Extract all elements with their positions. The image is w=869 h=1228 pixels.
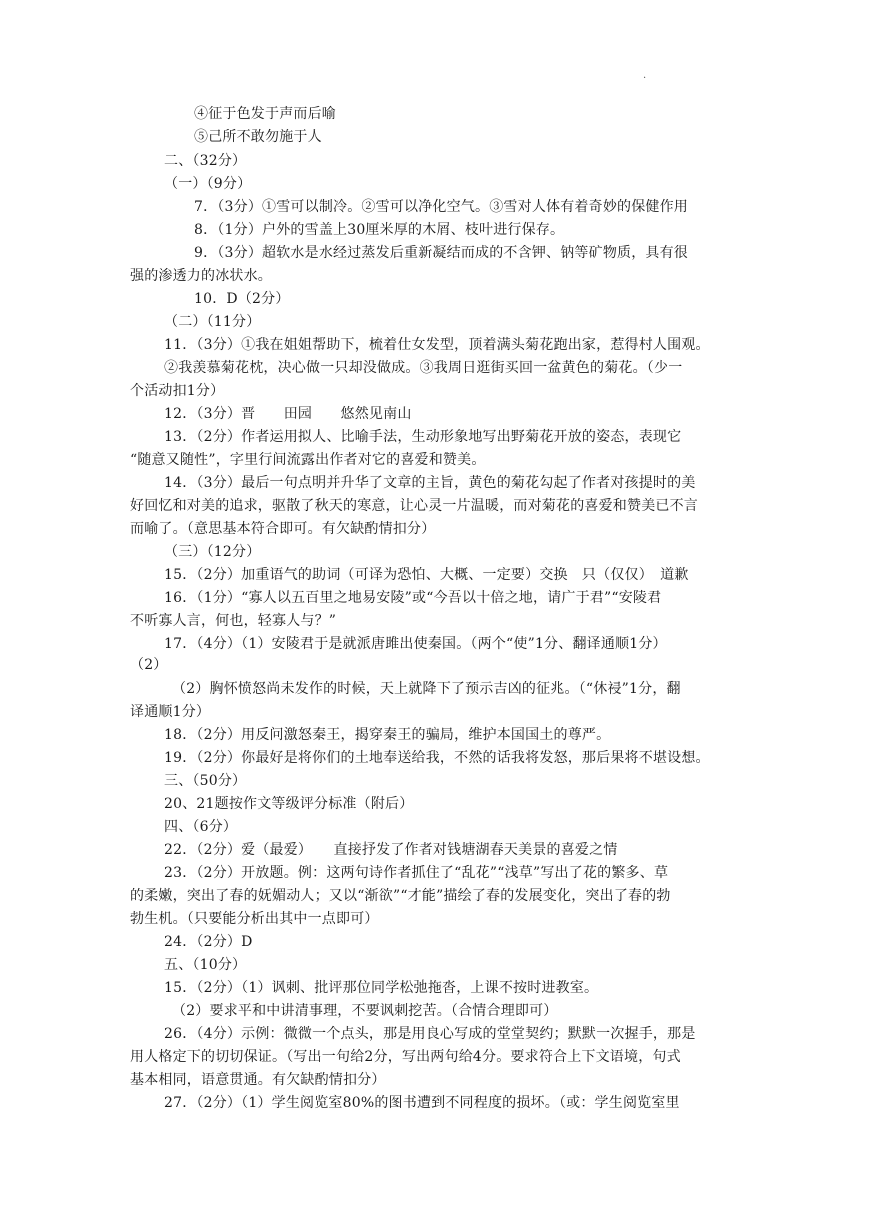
text-line: 基本相同，语意贯通。有欠缺酌情扣分） (130, 1072, 386, 1088)
text-line: 五、（10分） (164, 957, 247, 973)
text-line: 7．（3分）①雪可以制冷。②雪可以净化空气。③雪对人体有着奇妙的保健作用 (194, 199, 689, 215)
text-line: （2）胸怀愤怒尚未发作的时候，天上就降下了预示吉凶的征兆。（“休祲”1分，翻 (172, 681, 681, 697)
text-line: 而喻了。（意思基本符合即可。有欠缺酌情扣分） (130, 521, 436, 537)
text-line: 的柔嫩，突出了春的妩媚动人；又以“渐欲”“才能”描绘了春的发展变化，突出了春的勃 (130, 888, 671, 904)
text-line: （三）（12分） (164, 544, 261, 560)
text-line: 15．（2分）（1）讽刺、批评那位同学松弛拖沓，上课不按时进教室。 (164, 980, 599, 996)
text-line: 用人格定下的切切保证。（写出一句给2分，写出两句给4分。要求符合上下文语境，句式 (130, 1049, 681, 1065)
text-line: 14．（3分）最后一句点明并升华了文章的主旨，黄色的菊花勾起了作者对孩提时的美 (164, 475, 696, 491)
text-line: （2）要求平和中讲清事理，不要讽刺挖苦。（合情合理即可） (172, 1003, 558, 1019)
text-line: 10．D（2分） (194, 291, 290, 307)
text-line: 16．（1分）“寡人以五百里之地易安陵”或“今吾以十倍之地，请广于君”“安陵君 (164, 590, 662, 606)
text-line: 15．（2分）加重语气的助词（可译为恐怕、大概、一定要）交换 只（仅仅） 道歉 (164, 567, 689, 583)
text-line: 23．（2分）开放题。例：这两句诗作者抓住了“乱花”“浅草”写出了花的繁多、草 (164, 865, 669, 881)
text-line: （2） (130, 657, 168, 673)
text-line: 个活动扣1分） (130, 383, 225, 399)
text-line: 24．（2分）D (164, 934, 253, 950)
text-line: ⑤己所不敢勿施于人 (194, 129, 322, 145)
text-line: 27．（2分）（1）学生阅览室80%的图书遭到不同程度的损坏。（或：学生阅览室里 (164, 1095, 680, 1111)
text-line: 19．（2分）你最好是将你们的土地奉送给我，不然的话我将发怒，那后果将不堪设想。 (164, 750, 710, 766)
text-line: 好回忆和对美的追求，驱散了秋天的寒意，让心灵一片温暖，而对菊花的喜爱和赞美已不言 (130, 498, 698, 514)
text-line: 译通顺1分） (130, 704, 211, 720)
text-line: 22．（2分）爱（最爱） 直接抒发了作者对钱塘湖春天美景的喜爱之情 (164, 842, 618, 858)
text-line: 四、（6分） (164, 819, 238, 835)
text-line: 13．（2分）作者运用拟人、比喻手法，生动形象地写出野菊花开放的姿态，表现它 (164, 429, 682, 445)
text-line: 12．（3分）晋 田园 悠然见南山 (164, 406, 412, 422)
text-line: 三、（50分） (164, 773, 247, 789)
text-line: （二）（11分） (164, 314, 261, 330)
text-line: 26．（4分）示例：微微一个点头，那是用良心写成的堂堂契约；默默一次握手，那是 (164, 1026, 696, 1042)
corner-mark: . (643, 70, 647, 81)
text-line: 勃生机。（只要能分析出其中一点即可） (130, 911, 379, 927)
text-line: “随意又随性”，字里行间流露出作者对它的喜爱和赞美。 (130, 452, 486, 468)
text-line: ④征于色发于声而后喻 (194, 106, 336, 122)
text-line: 二、（32分） (164, 153, 247, 169)
text-line: 不听寡人言，何也，轻寡人与？” (130, 613, 337, 629)
text-line: 11．（3分）①我在姐姐帮助下，梳着仕女发型，顶着满头菊花跑出家，惹得村人围观。 (164, 337, 710, 353)
text-line: （一）（9分） (164, 176, 252, 192)
text-line: 强的渗透力的冰状水。 (130, 268, 272, 284)
text-line: 18．（2分）用反问激怒秦王，揭穿秦王的骗局，维护本国国土的尊严。 (164, 727, 611, 743)
text-line: 17．（4分）（1）安陵君于是就派唐雎出使秦国。（两个“使”1分、翻译通顺1分） (164, 636, 667, 652)
text-line: 9．（3分）超软水是水经过蒸发后重新凝结而成的不含钾、钠等矿物质，具有很 (194, 245, 689, 261)
text-line: 20、21题按作文等级评分标准（附后） (164, 796, 414, 812)
text-line: ②我羡慕菊花枕，决心做一只却没做成。③我周日逛街买回一盆黄色的菊花。（少一 (164, 360, 683, 376)
text-line: 8．（1分）户外的雪盖上30厘米厚的木屑、枝叶进行保存。 (194, 222, 565, 238)
